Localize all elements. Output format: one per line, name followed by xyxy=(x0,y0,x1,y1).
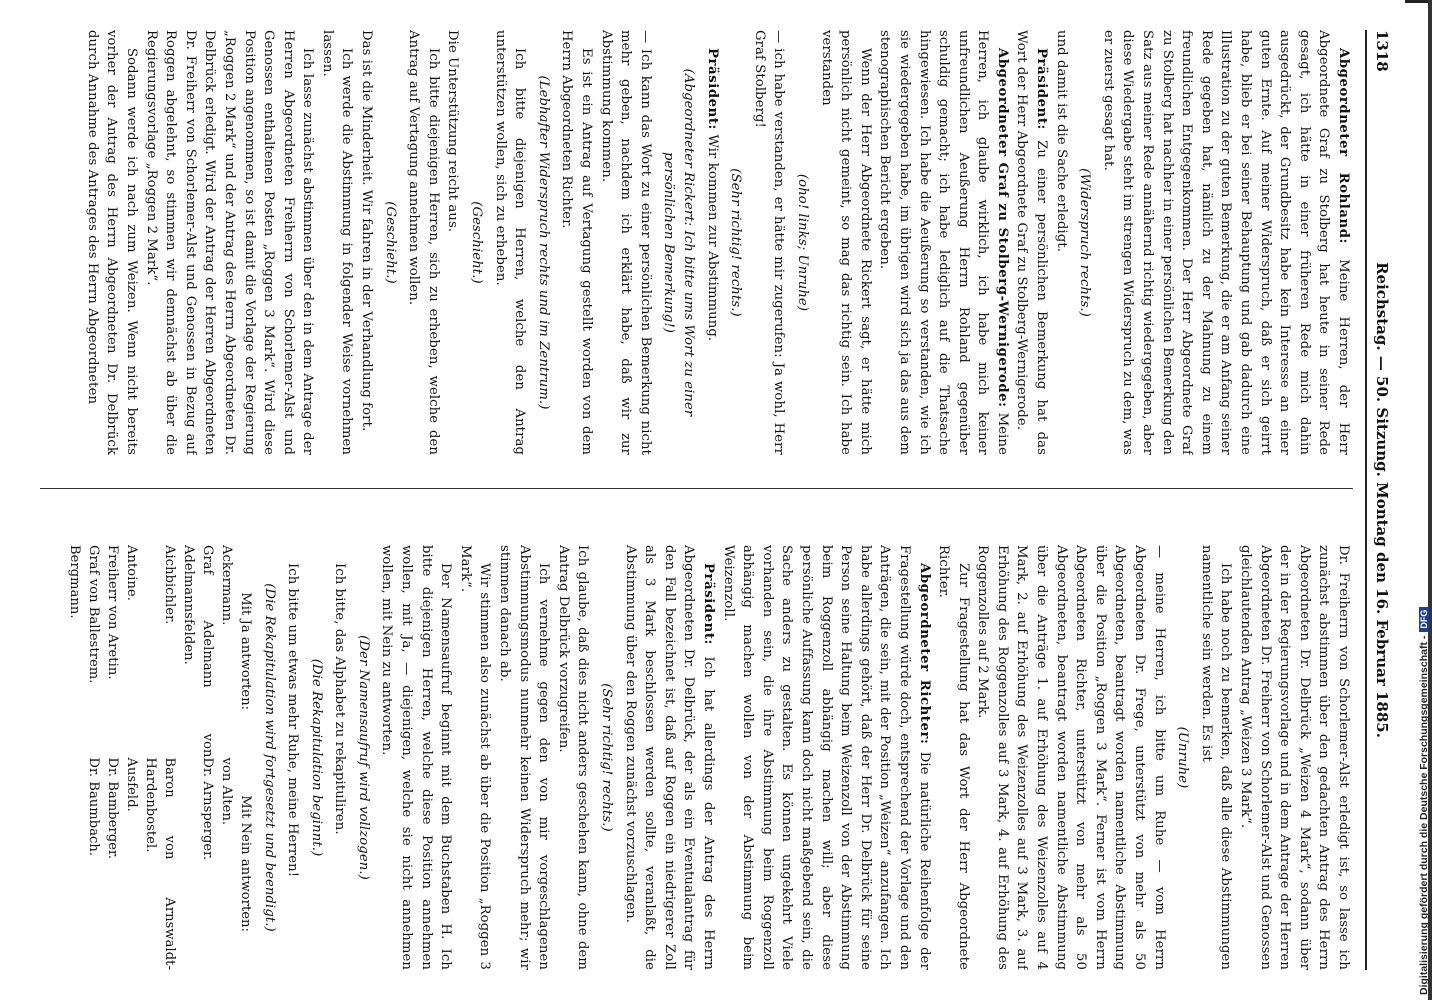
paragraph xyxy=(1012,30,1051,455)
left-column xyxy=(20,30,1353,455)
paragraph-text: Die Unterstützung reicht aus. xyxy=(445,30,461,233)
nein-heading: Mit Nein antworten: xyxy=(237,795,253,933)
nein-voter: von Alten. xyxy=(218,757,234,826)
paragraph-text: — Ich kann das Wort zu einer persönlichen Bemerkung nicht mehr geben, nachdem ich erklärt habe, daß wir zur Abstimmung kommen. xyxy=(598,30,653,455)
nein-voter: Dr. Arnsperger. xyxy=(199,757,215,861)
paragraph-text: Der Namensaufruf beginnt mit dem Buchstaben H. Ich bitte diejenigen Herren, welche diese Position annehmen wollen, mit Ja, — diejenigen, welche sie nicht annehmen wollen, mit Nein zu antworten. xyxy=(379,545,454,970)
paragraph-text: — ich habe verstanden, er hätte mir zugerufen: Ja wohl, Herr Graf Stolberg! xyxy=(751,30,787,455)
interjection: (Abgeordneter Rickert: Ich bitte ums Wort zu einer persönlichen Bemerkung!) xyxy=(661,68,696,417)
nein-voter xyxy=(65,758,84,971)
paragraph-text: Zur Fragestellung hat das Wort der Herr Abgeordnete Richter. xyxy=(936,545,971,970)
paragraph xyxy=(620,545,718,970)
paragraph xyxy=(1196,545,1235,970)
paragraph-text: Ich bitte diejenigen Herren, welche den Antrag unterstützen wollen, sich zu erheben. xyxy=(492,30,528,455)
paragraph-text: Ich lasse zunächst abstimmen über den in dem Antrage der Herren Abgeordneten Freiherrn von Schorlemer-Alst und Genossen enthaltenen Posten „Roggen 3 Mark“. Wird diese Position angenommen, so ist damit die Vorlage der Regierung „Roggen 2 Mark“ und der Antrag des Herrn Abgeordneten Dr. Delbrück erledigt. Wird der Antrag der Herren Abgeordneten Dr. Freiherr von Schorlemer-Alst und Genossen in Bezug auf Roggen abgelehnt, so stimmen wir demnächst ab über die Regierungsvorlage „Roggen 2 Mark“. xyxy=(143,30,316,455)
paragraph xyxy=(973,545,1169,970)
paragraph-text: Ich bitte um etwas mehr Ruhe, meine Herren! xyxy=(285,563,301,878)
ja-voter: Aichbichler. xyxy=(161,545,177,625)
interjection: (Geschieht.) xyxy=(469,201,485,284)
speaker-name: Abgeordneter Graf zu Stolberg-Wernigerode: xyxy=(994,48,1010,408)
paragraph xyxy=(702,30,722,455)
paragraph-text: — meine Herren, ich bitte um Ruhe — vom Herrn Abgeordneten Dr. Frege, unterstützt von mehr als 50 Abgeordneten, beantragt worden namentliche Abstimmung über die Position „Roggen 3 Mark“. Ferner ist vom Herrn Abgeordneten Richter, unterstützt von mehr als 50 Abgeordneten, beantragt worden namentliche Abstimmung über die Anträge 1. auf Erhöhung des Weizenzolles auf 4 Mark, 2. auf Erhöhung des Weizenzolles auf 3 Mark, 3. auf Erhöhung des Roggenzolles auf 3 Mark, 4. auf Erhöhung des Roggenzolles auf 2 Mark. xyxy=(975,545,1167,970)
paragraph-text: Ich habe noch zu bemerken, daß alle diese Abstimmungen namentliche sein werden. Es ist xyxy=(1198,545,1234,970)
paragraph-text: und damit ist die Sache erledigt. xyxy=(1053,30,1069,253)
paragraph xyxy=(1051,30,1071,455)
paragraph-text: Wenn der Herr Abgeordnete Rickert sagt, er hätte mich persönlich nicht gemeint, so mag das richtig sein. Ich habe verstanden xyxy=(818,30,873,455)
paragraph-text: Es ist ein Antrag auf Vertagung gestellt worden von dem Herrn Abgeordneten Richter. xyxy=(559,30,595,455)
ja-voter: Freiherr von Aretin. xyxy=(104,545,120,680)
paragraph xyxy=(494,545,553,970)
paragraph xyxy=(749,30,788,455)
ja-voter: Graf von Ballestrem. xyxy=(85,545,101,684)
paragraph-text: Wir stimmen also zunächst ab über die Position „Roggen 3 Mark“. xyxy=(457,545,493,970)
speaker-name: Präsident: xyxy=(704,48,720,131)
column-divider xyxy=(40,488,1353,489)
paragraph-text: Meine Herren, der Herr Abgeordnete Graf zu Stolberg hat heute in seiner Rede gesagt, ich hätte in einer früheren Rede mich dahin ausgedrückt, der Grundbesitz habe kein Interesse an einer guten Ernte. Auf meiner Widerspruch, daß er sich geirrt habe, blieb er bei seiner Behauptung und gab dadurch eine Illustration zu der guten Bemerkung, die er am Anfang seiner Rede gegeben hat, nämlich zu der Mahnung zu einem freundlichen Entgegenkommen. Der Herr Abgeordnete Graf zu Stolberg hat nachher in einer persönlichen Bemerkung den Satz aus meiner Rede annähernd richtig wiedergegeben, aber diese Wiedergabe steht im strengen Widerspruch zu dem, was er zuerst gesagt hat. xyxy=(1100,30,1351,455)
paragraph xyxy=(455,545,494,970)
interjection: (Unruhe) xyxy=(1175,726,1191,789)
paragraph xyxy=(283,545,303,970)
vote-lists xyxy=(65,545,255,970)
paragraph xyxy=(404,30,443,455)
speaker-name: Abgeordneter Richter: xyxy=(916,563,932,745)
interjection: (Die Rekapitulation beginnt.) xyxy=(308,658,324,857)
paragraph xyxy=(553,545,592,970)
paragraph-text: Ich werde die Abstimmung in folgender Weise vornehmen lassen. xyxy=(319,30,355,455)
paragraph-text: Wir kommen zur Abstimmung. xyxy=(704,134,720,342)
credit-text: Digitalisierung gefördert durch die Deutsche Forschungsgemeinschaft - xyxy=(1418,635,1430,995)
speaker-name: Präsident: xyxy=(1034,48,1050,131)
paragraph-text: Zu einer persönlichen Bemerkung hat das Wort der Herr Abgeordnete Graf zu Stolberg-Wernigerode. xyxy=(1014,30,1050,455)
page-header xyxy=(1365,30,1397,970)
nein-voter: Dr. Baumbach. xyxy=(85,757,101,857)
paragraph xyxy=(1235,545,1353,970)
paragraph-text: Ich bitte diejenigen Herren, sich zu erheben, welche den Antrag auf Vertagung annehmen wollen. xyxy=(406,30,441,455)
page-number: 1318 xyxy=(1373,30,1391,72)
interjection: (oho! links; Unruhe) xyxy=(794,173,810,312)
paragraph xyxy=(1098,30,1353,455)
interjection: (Widerspruch rechts.) xyxy=(1077,168,1093,317)
dfg-logo: DFG xyxy=(1419,607,1429,632)
interjection: (Der Namensaufruf wird vollzogen.) xyxy=(355,635,371,880)
paragraph xyxy=(443,30,463,455)
paragraph xyxy=(816,30,875,455)
nein-voter: Ausfeld. xyxy=(123,757,139,812)
paragraph xyxy=(934,545,973,970)
speaker-name: Präsident: xyxy=(701,563,716,646)
paragraph-text: Die natürliche Reihenfolge der Fragestellung würde doch, entsprechend der Vorlage und den Anträgen, die sein, mit der Position „Weizen“ anzufangen. Ich habe allerdings gehört, daß der Herr Dr. Delbrück für seine Person seine Haltung beim Weizenzoll von der Abstimmung beim Roggenzoll abhängig machen will; aber diese persönliche Auffassung kann doch nicht maßgebend sein, die Sache anders zu gestalten. Es können ungekehrt Viele vorhanden sein, die ihre Abstimmung beim Roggenzoll abhängig machen wollen von der Abstimmung beim Weizenzoll. xyxy=(720,545,932,970)
ja-heading: Mit Ja antworten: xyxy=(237,592,253,711)
paragraph xyxy=(377,545,455,970)
paragraph-text: Das ist die Minderheit. Wir fahren in der Verhandlung fort. xyxy=(359,30,375,432)
paragraph-text: Ich hat allerdings der Antrag des Herrn Abgeordneten Dr. Delbrück, der als ein Eventualantrag für den Fall bezeichnet ist, daß auf Roggen ein niedrigerer Zoll als 3 Mark beschlossen werden sollte, veranlaßt, die Abstimmung über den Roggen zunächst vorzuschlagen. xyxy=(622,545,716,970)
paragraph-text: Sodann werde ich nach zum Weizen. Wenn nicht bereits vorher der Antrag des Herrn Abgeordneten Dr. Delbrück durch Annahme des Antrages des Herrn Abgeordneten xyxy=(84,30,139,455)
ja-voter: Bergmann. xyxy=(66,545,82,619)
interjection: (Die Rekapitulation wird fortgesetzt und beendigt.) xyxy=(261,583,277,932)
speaker-name: Abgeordneter Rohland: xyxy=(1336,48,1351,245)
digitization-credit xyxy=(1418,0,1432,995)
interjection: (Lebhafter Widerspruch rechts und im Zentrum.) xyxy=(535,75,551,410)
paragraph xyxy=(875,30,1012,455)
right-column xyxy=(20,545,1353,970)
ja-voter: Graf Adelmann von Adelmannsfelden. xyxy=(180,545,215,758)
nein-voter: Dr. Bamberger. xyxy=(104,757,120,860)
paragraph xyxy=(141,30,317,455)
nein-voter: Baron von Arnswaldt-Hardenbostel. xyxy=(142,757,177,970)
interjection: (Sehr richtig! rechts.) xyxy=(728,168,744,317)
paragraph xyxy=(596,30,655,455)
paragraph xyxy=(82,30,141,455)
paragraph-text: Ich vernehme gegen den von mir vorgeschlagenen Abstimmungsmodus nunmehr keinen Widerspruch mehr; wir stimmen danach ab. xyxy=(497,545,552,970)
paragraph-text: Ich glaube, daß dies nicht anders geschehen kann, ohne dem Antrag Delbrück vorzugreifen. xyxy=(555,545,591,970)
paragraph-text: Meine Herren, ich glaube wirklich, ich habe mich keiner unfreundlichen Aeußerung Herrn Rohland gegenüber schuldig gemacht; ich habe lediglich auf die Thatsache hingewiesen. Ich habe die Aeußerung so verstanden, wie ich sie wiedergegeben habe, im übrigen wird sich ja das aus dem stenographischen Bericht ergeben. xyxy=(877,30,1010,455)
paragraph xyxy=(317,30,356,455)
interjection: (Sehr richtig! rechts.) xyxy=(599,683,615,832)
paragraph xyxy=(718,545,934,970)
interjection: (Geschieht.) xyxy=(382,201,398,284)
paragraph xyxy=(357,30,377,455)
paragraph xyxy=(557,30,596,455)
page-title: Reichstag. — 50. Sitzung. Montag den 16. Februar 1885. xyxy=(1373,262,1391,738)
paragraph-text: Dr. Freiherrn von Schorlemer-Alst erledigt ist, so lasse ich zunächst abstimmen über den gedachten Antrag des Herrn Abgeordneten Dr. Delbrück „Weizen 4 Mark“, sodann über der in der Regierungsvorlage und in dem Antrage der Herren Abgeordneten Dr. Freiherr von Schorlemer-Alst und Genossen gleichlautenden Antrag „Weizen 3 Mark“. xyxy=(1238,545,1351,970)
paragraph xyxy=(330,545,350,970)
ja-voter: Ackermann. xyxy=(218,545,234,626)
paragraph xyxy=(490,30,529,455)
ja-voter: Antoine. xyxy=(123,545,139,601)
paragraph-text: Ich bitte, das Alphabet zu rekapituliren. xyxy=(332,563,348,835)
